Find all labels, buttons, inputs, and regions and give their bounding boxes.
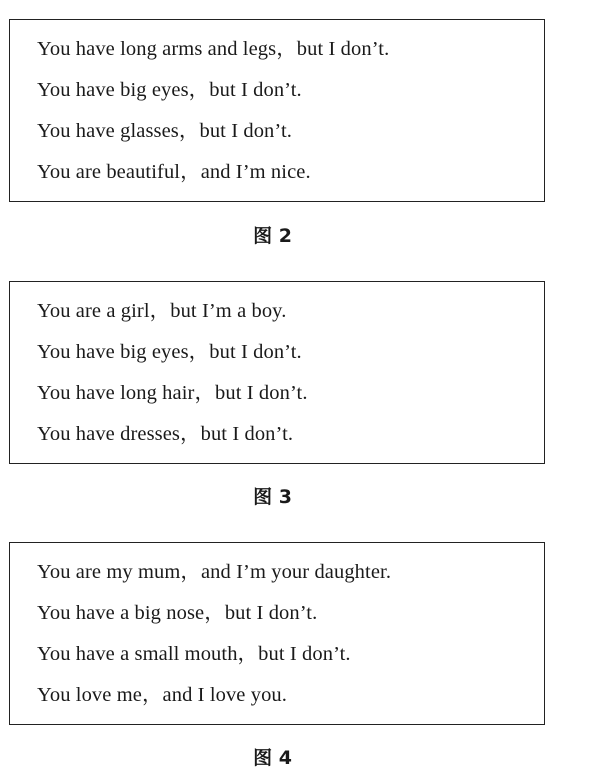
poem-line: You have a big nose，but I don’t.	[37, 602, 318, 624]
poem-line: You are a girl，but I’m a boy.	[37, 300, 287, 322]
poem-line: You have glasses，but I don’t.	[37, 120, 292, 142]
poem-box-figure-2	[9, 19, 545, 202]
poem-line: You love me，and I love you.	[37, 684, 288, 706]
poem-line: You have long hair，but I don’t.	[37, 382, 308, 404]
poem-box-figure-3	[9, 281, 545, 464]
poem-line: You have a small mouth，but I don’t.	[37, 643, 351, 665]
poem-line: You have long arms and legs，but I don’t.	[37, 38, 390, 60]
figure-caption: 图 3	[253, 486, 292, 508]
poem-line: You have big eyes，but I don’t.	[37, 341, 302, 363]
figure-caption: 图 2	[253, 225, 292, 247]
figure-caption: 图 4	[253, 747, 292, 769]
poem-line: You have big eyes，but I don’t.	[37, 79, 302, 101]
poem-line: You are beautiful，and I’m nice.	[37, 161, 311, 183]
poem-line: You are my mum，and I’m your daughter.	[37, 561, 392, 583]
poem-box-figure-4	[9, 542, 545, 725]
poem-line: You have dresses，but I don’t.	[37, 423, 294, 445]
